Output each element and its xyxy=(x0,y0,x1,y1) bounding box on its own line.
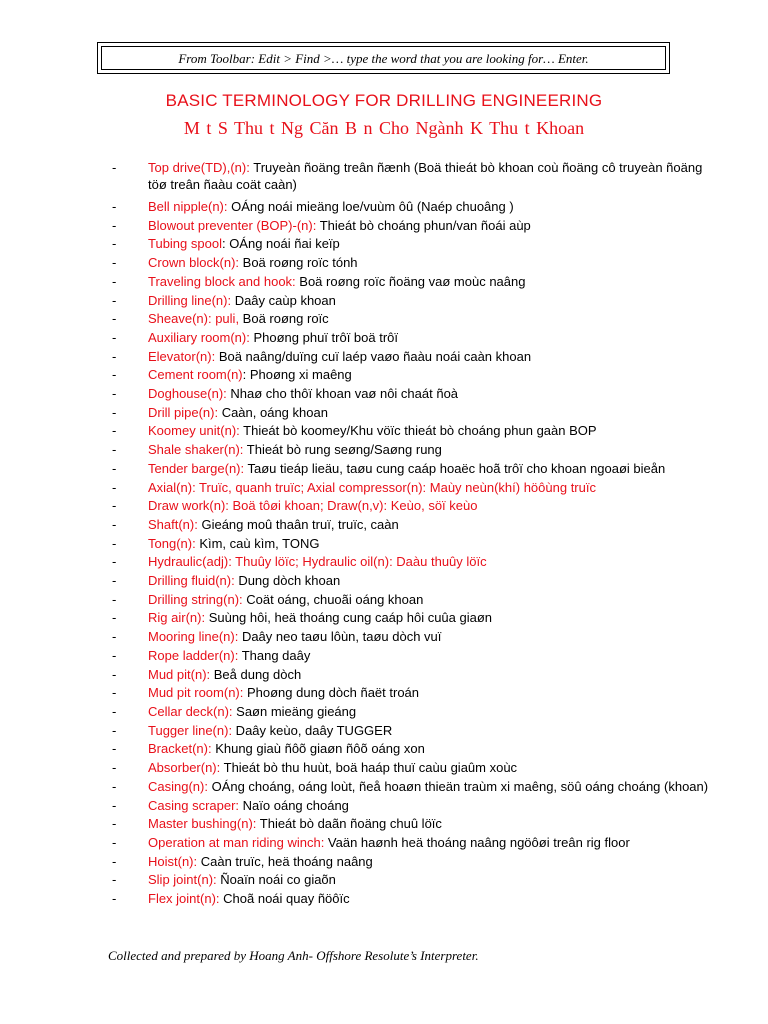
term-english: Koomey unit(n): xyxy=(148,423,240,439)
term-vietnamese: Caàn truïc, heä thoáng naâng xyxy=(197,853,373,869)
toolbar-hint-box xyxy=(97,42,670,74)
term-english: Absorber(n): xyxy=(148,760,221,776)
term-item xyxy=(112,759,712,778)
term-english: Master bushing(n): xyxy=(148,816,257,832)
term-english: Doghouse(n): xyxy=(148,386,227,402)
term-bullet: - xyxy=(112,741,117,757)
term-item xyxy=(112,553,712,572)
term-vietnamese: Boä roøng roïc ñoäng vaø moùc naâng xyxy=(295,273,526,289)
term-bullet: - xyxy=(112,442,117,458)
term-vietnamese: Boä roøng roïc xyxy=(239,311,329,327)
term-english: Cellar deck(n): xyxy=(148,703,233,719)
term-bullet: - xyxy=(112,348,117,364)
term-item xyxy=(112,609,712,628)
term-vietnamese: Khung giaù ñôõ giaøn ñôõ oáng xon xyxy=(211,741,425,757)
term-vietnamese: Ñoaïn noái co giaõn xyxy=(216,872,336,888)
term-bullet: - xyxy=(112,404,117,420)
term-vietnamese: Vaän haønh heä thoáng naâng ngöôøi treân rig floor xyxy=(324,834,630,850)
term-english: Tubing spool xyxy=(148,236,222,252)
term-bullet: - xyxy=(112,423,117,439)
term-english: Casing scraper: xyxy=(148,797,240,813)
term-item xyxy=(112,273,712,292)
term-english: Mud pit(n): xyxy=(148,666,211,682)
term-english: Crown block(n): xyxy=(148,255,240,271)
term-vietnamese: Daây neo taøu lôùn, taøu dòch vuï xyxy=(238,629,442,645)
term-english: Slip joint(n): xyxy=(148,872,217,888)
term-item xyxy=(112,834,712,853)
term-bullet: - xyxy=(112,273,117,289)
title-english: BASIC TERMINOLOGY FOR DRILLING ENGINEERING xyxy=(165,91,603,110)
term-vietnamese: : OÁng noái ñai keïp xyxy=(221,236,340,252)
term-english: Elevator(n): xyxy=(148,348,216,364)
term-bullet: - xyxy=(112,311,117,327)
term-english: Auxiliary room(n): xyxy=(148,329,250,345)
term-english: Drilling line(n): xyxy=(148,292,232,308)
term-bullet: - xyxy=(112,160,117,175)
term-vietnamese: Dung dòch khoan xyxy=(234,573,341,589)
term-english: Flex joint(n): xyxy=(148,891,220,907)
term-bullet: - xyxy=(112,703,117,719)
term-english: Rig air(n): xyxy=(148,610,206,626)
term-english: Traveling block and hook: xyxy=(148,273,296,289)
term-item xyxy=(112,815,712,834)
term-vietnamese: Boä roøng roïc tónh xyxy=(239,255,358,271)
term-bullet: - xyxy=(112,891,117,907)
term-bullet: - xyxy=(112,853,117,869)
title-vietnamese: M t S Thu t Ng Căn B n Cho Ngành K Thu t Khoan xyxy=(183,118,585,138)
footer-credit: Collected and prepared by Hoang Anh- Offshore Resolute’s Interpreter. xyxy=(108,948,479,963)
term-bullet: - xyxy=(112,217,117,233)
term-item xyxy=(112,890,712,909)
term-item xyxy=(112,497,712,516)
term-item xyxy=(112,160,712,193)
term-item xyxy=(112,684,712,703)
term-english: Bell nipple(n): xyxy=(148,199,228,214)
term-vietnamese: Thang daây xyxy=(238,647,311,663)
term-item xyxy=(112,722,712,741)
term-vietnamese: Coät oáng, chuoãi oáng khoan xyxy=(242,591,424,607)
term-vietnamese: Truyeàn ñoäng treân ñænh (Boä thieát bò khoan coù ñoäng cô truyeàn ñoäng töø treân ñaàu coät caàn) xyxy=(148,160,703,192)
term-bullet: - xyxy=(112,535,117,551)
term-bullet: - xyxy=(112,760,117,776)
term-bullet: - xyxy=(112,292,117,308)
term-bullet: - xyxy=(112,367,117,383)
term-vietnamese: Thieát bò koomey/Khu vöïc thieát bò choáng phun gaàn BOP xyxy=(239,423,597,439)
term-vietnamese: Phoøng phuï trôï boä trôï xyxy=(249,329,399,345)
term-english: Mooring line(n): xyxy=(148,629,239,645)
term-item xyxy=(112,853,712,872)
term-vietnamese: Thieát bò choáng phun/van ñoái aùp xyxy=(316,217,531,233)
term-item xyxy=(112,740,712,759)
term-vietnamese: Taøu tieáp lieäu, taøu cung caáp hoaëc hoã trôï cho khoan ngoaøi bieån xyxy=(244,460,666,476)
term-english: Shaft(n): xyxy=(148,516,198,532)
toolbar-hint-text: From Toolbar: Edit > Find >… type the word that you are looking for… Enter. xyxy=(178,51,589,66)
term-vietnamese: Thieát bò thu huùt, boä haáp thuï caùu giaûm xoùc xyxy=(220,760,518,776)
term-item xyxy=(112,385,712,404)
term-item xyxy=(112,647,712,666)
term-english: Top drive(TD),(n): xyxy=(148,160,250,175)
term-item xyxy=(112,310,712,329)
term-english: Draw work(n): Boä tôøi khoan; Draw(n,v): Keùo, söï keùo xyxy=(148,498,478,514)
term-bullet: - xyxy=(112,629,117,645)
term-item xyxy=(112,329,712,348)
term-item xyxy=(112,797,712,816)
term-vietnamese: Beå dung dòch xyxy=(210,666,302,682)
term-item xyxy=(112,235,712,254)
term-vietnamese: Boä naâng/duïng cuï laép vaøo ñaàu noái caàn khoan xyxy=(215,348,532,364)
term-vietnamese: Choã noái quay ñöôïc xyxy=(219,891,350,907)
term-bullet: - xyxy=(112,647,117,663)
term-item xyxy=(112,871,712,890)
term-bullet: - xyxy=(112,872,117,888)
term-vietnamese: Saøn mieäng gieáng xyxy=(232,703,357,719)
term-english: Drill pipe(n): xyxy=(148,404,219,420)
term-bullet: - xyxy=(112,498,117,514)
term-vietnamese: Nhaø cho thôï khoan vaø nôi chaát ñoà xyxy=(226,386,459,402)
term-bullet: - xyxy=(112,460,117,476)
term-vietnamese: Naïo oáng choáng xyxy=(239,797,349,813)
term-vietnamese: Daây caùp khoan xyxy=(231,292,336,308)
term-bullet: - xyxy=(112,386,117,402)
term-item xyxy=(112,628,712,647)
term-item xyxy=(112,292,712,311)
term-vietnamese: OÁng noái mieäng loe/vuùm ôû (Naép chuoâng ) xyxy=(227,199,514,214)
term-bullet: - xyxy=(112,834,117,850)
term-item xyxy=(112,479,712,498)
term-english: Drilling fluid(n): xyxy=(148,573,235,589)
term-vietnamese: Gieáng moû thaân truï, truïc, caàn xyxy=(197,516,399,532)
term-english: Hoist(n): xyxy=(148,853,198,869)
term-vietnamese: Suùng hôi, heä thoáng cung caáp hôi cuûa giaøn xyxy=(205,610,493,626)
term-item xyxy=(112,422,712,441)
term-item xyxy=(112,703,712,722)
term-item xyxy=(112,404,712,423)
term-item xyxy=(112,591,712,610)
term-english: Axial(n): Truïc, quanh truïc; Axial compressor(n): Maùy neùn(khí) höôùng truïc xyxy=(148,479,596,495)
term-list xyxy=(112,160,712,909)
term-item xyxy=(112,516,712,535)
term-vietnamese: Kìm, caù kìm, TONG xyxy=(195,535,320,551)
term-bullet: - xyxy=(112,610,117,626)
term-english: Tender barge(n): xyxy=(148,460,245,476)
term-item xyxy=(112,666,712,685)
term-english: Cement room(n) xyxy=(148,367,243,383)
term-item xyxy=(112,460,712,479)
term-vietnamese: Thieát bò daãn ñoäng chuû löïc xyxy=(256,816,442,832)
term-bullet: - xyxy=(112,797,117,813)
term-bullet: - xyxy=(112,516,117,532)
term-english: Mud pit room(n): xyxy=(148,685,244,701)
term-bullet: - xyxy=(112,778,117,794)
term-vietnamese: OÁng choáng, oáng loùt, ñeå hoaøn thieän traùm xi maêng, söû oáng choáng (khoan) xyxy=(207,778,709,794)
term-vietnamese: Caàn, oáng khoan xyxy=(218,404,328,420)
term-item xyxy=(112,198,712,217)
term-bullet: - xyxy=(112,329,117,345)
term-item xyxy=(112,217,712,236)
term-bullet: - xyxy=(112,554,117,570)
term-bullet: - xyxy=(112,722,117,738)
term-english: Tugger line(n): xyxy=(148,722,233,738)
term-vietnamese: : Phoøng xi maêng xyxy=(242,367,352,383)
term-bullet: - xyxy=(112,573,117,589)
term-item xyxy=(112,778,712,797)
term-vietnamese: Daây keùo, daây TUGGER xyxy=(232,722,393,738)
term-bullet: - xyxy=(112,199,117,214)
term-english: Sheave(n): puli, xyxy=(148,311,240,327)
term-english: Tong(n): xyxy=(148,535,196,551)
term-item xyxy=(112,441,712,460)
term-english: Drilling string(n): xyxy=(148,591,243,607)
term-english: Shale shaker(n): xyxy=(148,442,244,458)
term-item xyxy=(112,348,712,367)
term-vietnamese: Phoøng dung dòch ñaët troán xyxy=(243,685,420,701)
term-bullet: - xyxy=(112,666,117,682)
term-item xyxy=(112,572,712,591)
term-bullet: - xyxy=(112,685,117,701)
term-english: Operation at man riding winch: xyxy=(148,834,325,850)
term-english: Bracket(n): xyxy=(148,741,212,757)
term-english: Blowout preventer (BOP)-(n): xyxy=(148,217,317,233)
term-item xyxy=(112,366,712,385)
term-bullet: - xyxy=(112,816,117,832)
term-bullet: - xyxy=(112,236,117,252)
term-vietnamese: Thieát bò rung seøng/Saøng rung xyxy=(243,442,442,458)
term-english: Casing(n): xyxy=(148,778,208,794)
term-bullet: - xyxy=(112,255,117,271)
term-english: Rope ladder(n): xyxy=(148,647,239,663)
term-bullet: - xyxy=(112,591,117,607)
term-bullet: - xyxy=(112,479,117,495)
term-english: Hydraulic(adj): Thuûy löïc; Hydraulic oil(n): Daàu thuûy löïc xyxy=(148,554,487,570)
term-item xyxy=(112,254,712,273)
term-item xyxy=(112,535,712,554)
